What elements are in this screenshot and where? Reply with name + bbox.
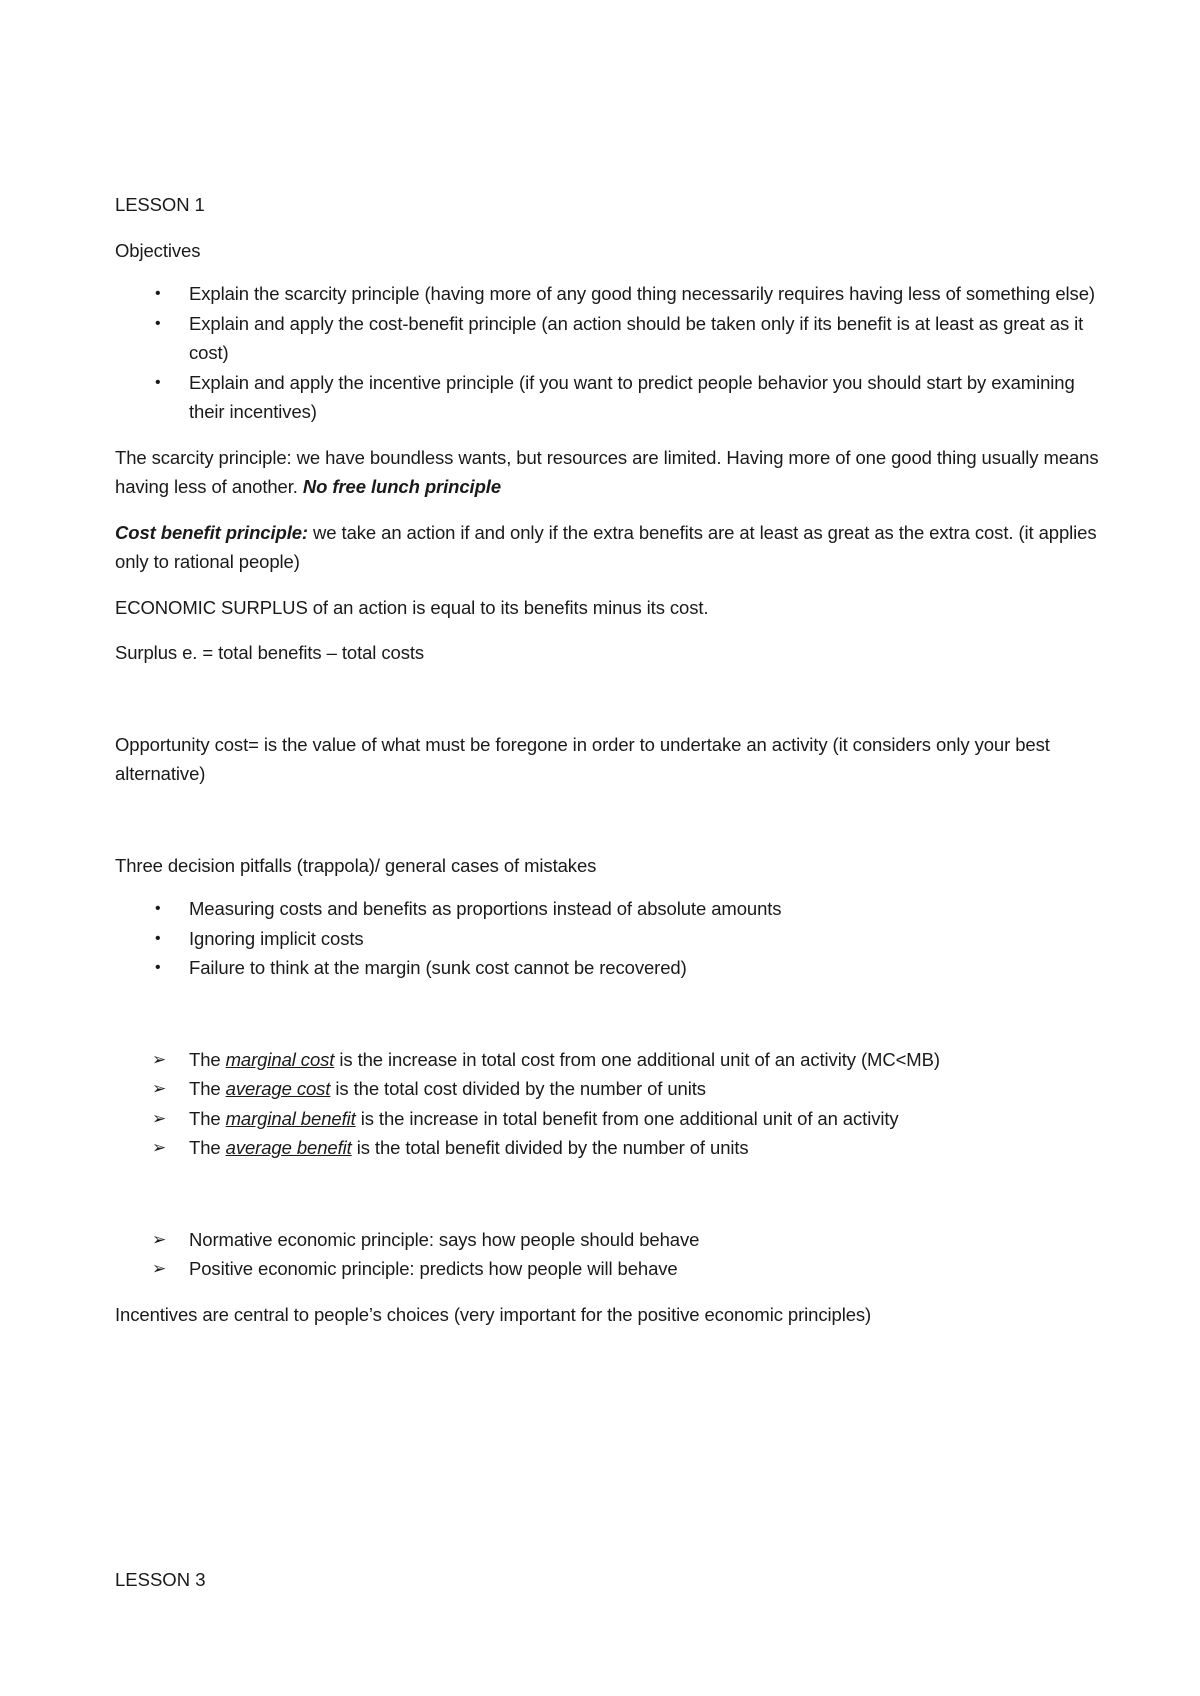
pitfall-text: Failure to think at the margin (sunk cost cannot be recovered) — [189, 957, 687, 978]
bullet-icon: • — [155, 285, 161, 302]
arrow-icon: ➢ — [152, 1049, 167, 1069]
economic-surplus-definition: ECONOMIC SURPLUS of an action is equal to its benefits minus its cost. — [115, 596, 709, 618]
list-item — [115, 953, 1100, 983]
definition-post: is the total cost divided by the number of units — [330, 1078, 706, 1099]
surplus-formula: Surplus e. = total benefits – total costs — [115, 642, 425, 663]
arrow-icon: ➢ — [152, 1229, 167, 1249]
definition-pre: The — [189, 1137, 226, 1158]
pitfalls-list — [115, 894, 1100, 983]
list-item — [115, 1104, 1100, 1134]
bullet-icon: • — [155, 929, 161, 947]
definition-term: average benefit — [225, 1137, 352, 1158]
scarcity-paragraph — [115, 443, 1100, 502]
bullet-icon: • — [155, 959, 161, 976]
definitions-list — [115, 1045, 1100, 1163]
definition-post: is the increase in total cost from one additional unit of an activity (MC<MB) — [334, 1048, 940, 1070]
definition-term: marginal cost — [225, 1048, 335, 1070]
no-free-lunch-emphasis: No free lunch principle — [302, 476, 502, 497]
definition-pre: The — [189, 1048, 226, 1070]
list-item — [115, 1133, 1100, 1163]
principle-text: Positive economic principle: predicts how people will behave — [189, 1258, 678, 1279]
pitfall-text: Measuring costs and benefits as proportions instead of absolute amounts — [189, 898, 782, 919]
pitfall-text: Ignoring implicit costs — [189, 927, 364, 949]
definition-post: is the total benefit divided by the number of units — [351, 1137, 749, 1158]
objective-text: Explain and apply the incentive principle (if you want to predict people behavior you should start by examining their incentives) — [189, 371, 1075, 422]
list-item — [115, 279, 1100, 309]
definition-post: is the increase in total benefit from one additional unit of an activity — [355, 1107, 899, 1129]
bullet-icon: • — [155, 373, 161, 391]
document-content — [115, 190, 1100, 1329]
objective-text: Explain the scarcity principle (having more of any good thing necessarily requires having less of something else) — [189, 283, 1095, 304]
list-item — [115, 1254, 1100, 1284]
bullet-icon: • — [155, 314, 161, 332]
objectives-heading: Objectives — [115, 239, 201, 261]
cost-benefit-text: we take an action if and only if the extra benefits are at least as great as the extra cost. (it applies only to rational people) — [115, 521, 1097, 572]
list-item — [115, 368, 1100, 427]
list-item — [115, 924, 1100, 954]
definition-pre: The — [189, 1078, 226, 1099]
pitfalls-heading: Three decision pitfalls (trappola)/ general cases of mistakes — [115, 854, 597, 876]
list-item — [115, 309, 1100, 368]
scarcity-text: The scarcity principle: we have boundless wants, but resources are limited. Having more of one good thing usually means having less of another. — [115, 446, 1099, 497]
list-item — [115, 1225, 1100, 1255]
objective-text: Explain and apply the cost-benefit principle (an action should be taken only if its benefit is at least as great as it cost) — [189, 312, 1084, 363]
bullet-icon: • — [155, 900, 161, 917]
objectives-list — [115, 279, 1100, 427]
principles-list — [115, 1225, 1100, 1284]
cost-benefit-paragraph — [115, 518, 1100, 577]
list-item — [115, 894, 1100, 924]
definition-pre: The — [189, 1107, 226, 1129]
arrow-icon: ➢ — [152, 1138, 167, 1157]
lesson-1-title: LESSON 1 — [115, 194, 205, 215]
list-item — [115, 1074, 1100, 1104]
arrow-icon: ➢ — [152, 1079, 167, 1098]
definition-term: average cost — [225, 1078, 331, 1099]
list-item — [115, 1045, 1100, 1075]
arrow-icon: ➢ — [152, 1259, 167, 1278]
incentives-paragraph: Incentives are central to people’s choices (very important for the positive economic principles) — [115, 1303, 872, 1325]
arrow-icon: ➢ — [152, 1108, 167, 1128]
opportunity-cost-paragraph: Opportunity cost= is the value of what must be foregone in order to undertake an activity (it considers only your best alternative) — [115, 733, 1050, 784]
principle-text: Normative economic principle: says how people should behave — [189, 1228, 700, 1250]
definition-term: marginal benefit — [225, 1107, 356, 1129]
lesson-3-title: LESSON 3 — [115, 1569, 206, 1590]
cost-benefit-label: Cost benefit principle: — [115, 521, 308, 543]
